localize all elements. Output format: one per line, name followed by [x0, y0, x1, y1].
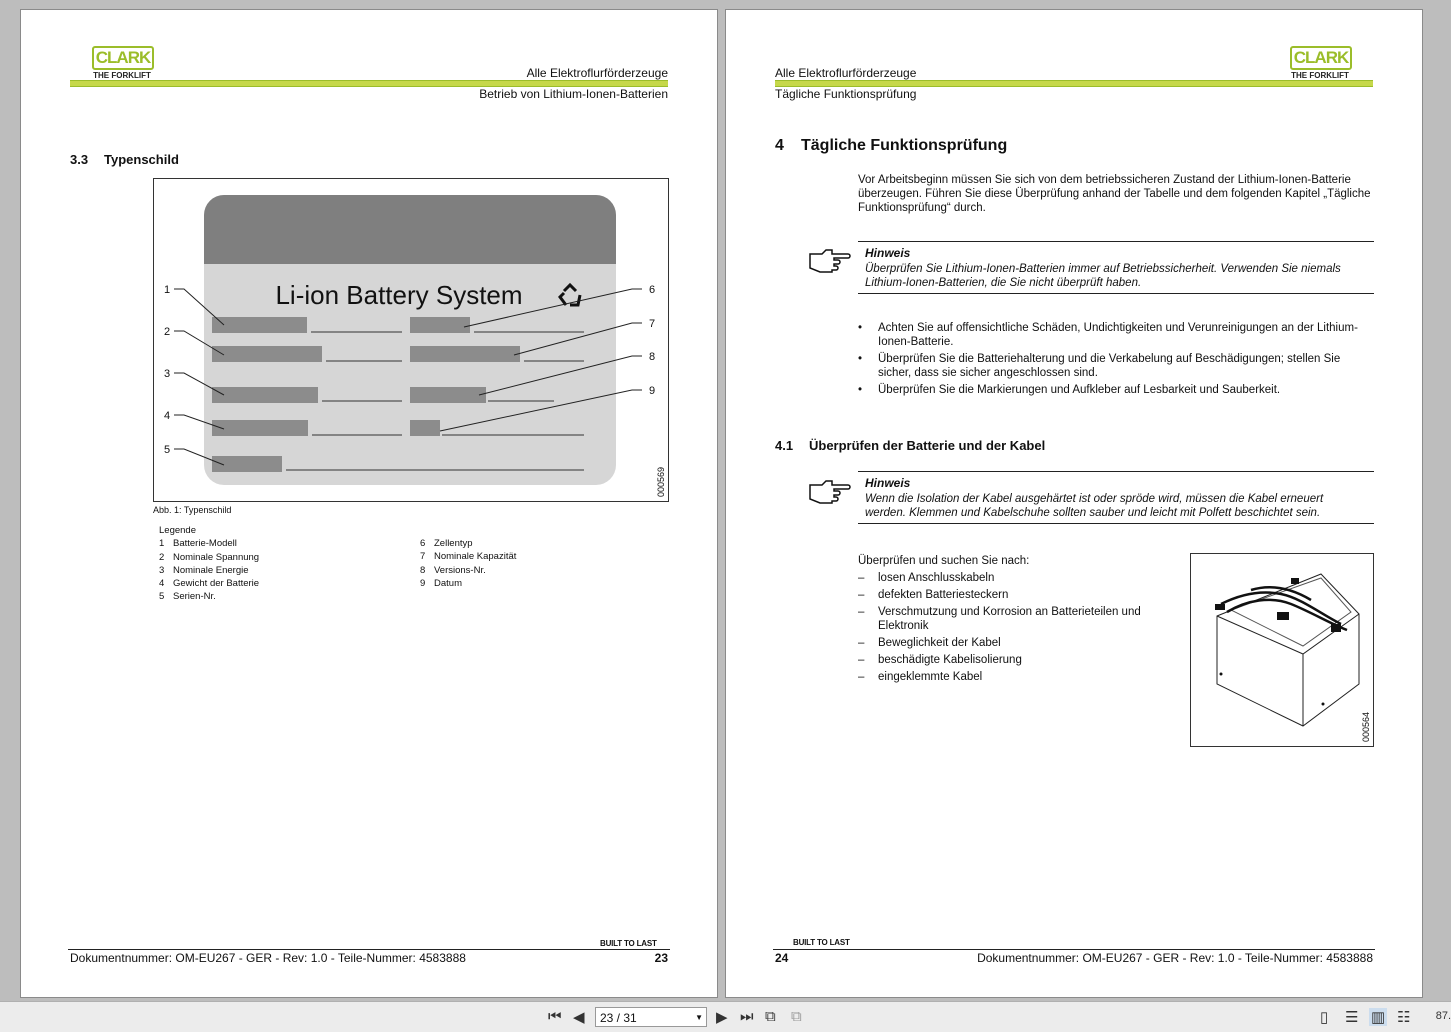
header-rule — [775, 80, 1373, 87]
footer-rule — [68, 949, 670, 950]
check-intro: Überprüfen und suchen Sie nach: — [858, 555, 1030, 567]
list-item — [858, 352, 1374, 380]
legend-label: Nominale Spannung — [173, 551, 260, 563]
chapter-title: Tägliche Funktionsprüfung — [801, 137, 1008, 154]
legend-item — [420, 537, 516, 550]
bullet-text: Achten Sie auf offensichtliche Schäden, Undichtigkeiten und Verunreinigungen an der Lithium-Ionen-Batterie. — [878, 322, 1358, 348]
legend-num: 1 — [159, 538, 165, 550]
callout-4: 4 — [164, 410, 171, 422]
header-line2: Tägliche Funktionsprüfung — [775, 87, 917, 101]
next-page-icon[interactable]: ▶ — [716, 1009, 728, 1026]
section-number: 4.1 — [775, 438, 794, 453]
dash-mark: – — [858, 572, 865, 584]
page-number: 24 — [775, 951, 789, 965]
header-line2: Betrieb von Lithium-Ionen-Batterien — [479, 87, 668, 101]
page-selector[interactable] — [595, 1007, 707, 1027]
header-line1: Alle Elektroflurförderzeuge — [775, 66, 917, 80]
footer-doc-number: Dokumentnummer: OM-EU267 - GER - Rev: 1.0 - Teile-Nummer: 4583888 — [70, 951, 466, 965]
legend-label: Datum — [434, 577, 462, 589]
continuous-facing-view-icon[interactable]: ☷ — [1397, 1009, 1411, 1026]
single-page-view-icon[interactable]: ▯ — [1320, 1009, 1329, 1026]
continuous-view-icon[interactable]: ☰ — [1345, 1009, 1359, 1026]
legend-num: 2 — [159, 551, 165, 563]
list-item — [858, 636, 1158, 650]
legend-num: 8 — [420, 564, 426, 576]
figure-caption: Abb. 1: Typenschild — [153, 505, 232, 515]
legend-item — [159, 577, 259, 590]
chapter-number: 4 — [775, 137, 784, 154]
section-title: Typenschild — [104, 152, 179, 167]
go-back-view-icon[interactable]: ⧉ — [765, 1008, 776, 1025]
legend-item — [420, 564, 516, 577]
logo-tagline: THE FORKLIFT — [1291, 71, 1349, 80]
footer-doc-number: Dokumentnummer: OM-EU267 - GER - Rev: 1.0 - Teile-Nummer: 4583888 — [977, 951, 1373, 965]
pointing-hand-icon — [808, 248, 852, 274]
legend-num: 6 — [420, 538, 426, 549]
dash-mark: – — [858, 606, 865, 618]
callout-9: 9 — [649, 385, 656, 397]
list-item — [858, 321, 1374, 349]
note2-text: Wenn die Isolation der Kabel ausgehärtet ist oder spröde wird, müssen die Kabel erneuert werden. Klemmen und Kabelschuhe sollten sauber und leicht mit Polfett beschichtet sein. — [865, 493, 1324, 519]
logo-brand: CLARK — [92, 46, 154, 70]
pointing-hand-icon — [808, 479, 852, 505]
callout-8: 8 — [649, 351, 656, 363]
callout-2: 2 — [164, 326, 171, 338]
chevron-down-icon: ▼ — [695, 1013, 703, 1022]
legend-title: Legende — [159, 525, 196, 536]
section-number: 3.3 — [70, 152, 89, 167]
legend-label: Nominale Kapazität — [434, 551, 517, 563]
figure-id: 000569 — [656, 466, 666, 497]
last-page-icon[interactable]: ⏭ — [740, 1008, 754, 1025]
page-number: 23 — [654, 951, 668, 965]
plate-title: Li-ion Battery System — [275, 280, 523, 310]
legend-num: 7 — [420, 551, 426, 563]
legend-item — [420, 550, 516, 563]
dash-mark: – — [858, 654, 865, 666]
logo-brand: CLARK — [1290, 46, 1352, 70]
callout-7: 7 — [649, 318, 656, 330]
navigation-toolbar — [0, 1001, 1451, 1032]
legend-item — [159, 564, 259, 577]
type-plate-illustration — [154, 179, 668, 501]
battery-figure — [1190, 553, 1374, 747]
legend-item — [420, 577, 516, 590]
legend — [159, 524, 259, 604]
page-indicator: 23 / 31 — [600, 1011, 637, 1025]
list-item — [858, 383, 1374, 397]
bullet-text: Überprüfen Sie die Batteriehalterung und die Verkabelung auf Beschädigungen; stellen Sie sicher, dass sie sicher angeschlossen sind. — [878, 353, 1341, 379]
check-text: Beweglichkeit der Kabel — [878, 637, 1001, 649]
zoom-level[interactable]: 87. — [1435, 1010, 1451, 1022]
legend-right — [420, 537, 516, 590]
legend-label: Versions-Nr. — [434, 564, 486, 576]
note1-bottom-rule — [858, 293, 1374, 294]
bullet-dot: • — [858, 384, 863, 396]
note2-bottom-rule — [858, 523, 1374, 524]
legend-label: Serien-Nr. — [173, 591, 216, 603]
note2-title: Hinweis — [865, 476, 911, 490]
callout-6: 6 — [649, 284, 656, 296]
check-text: Verschmutzung und Korrosion an Batterieteilen und Elektronik — [878, 606, 1141, 632]
plate-header — [204, 195, 616, 264]
legend-label: Gewicht der Batterie — [173, 578, 260, 590]
check-text: eingeklemmte Kabel — [878, 671, 983, 683]
note2-top-rule — [858, 471, 1374, 472]
callout-3: 3 — [164, 368, 171, 380]
page-23 — [20, 9, 718, 998]
facing-pages-view-icon[interactable]: ▥ — [1371, 1009, 1386, 1026]
legend-item — [159, 551, 259, 564]
type-plate-figure — [153, 178, 669, 502]
callout-1: 1 — [164, 284, 171, 296]
bullet-text: Überprüfen Sie die Markierungen und Aufkleber auf Lesbarkeit und Sauberkeit. — [878, 384, 1281, 396]
legend-label: Zellentyp — [434, 538, 473, 549]
battery-illustration — [1191, 554, 1373, 746]
clark-logo — [92, 46, 152, 80]
note1-text: Überprüfen Sie Lithium-Ionen-Batterien immer auf Betriebssicherheit. Verwenden Sie niemals Lithium-Ionen-Batterien, die Sie nicht überprüft haben. — [865, 263, 1341, 289]
legend-num: 9 — [420, 577, 426, 589]
clark-logo — [1290, 46, 1350, 80]
note1-title: Hinweis — [865, 246, 911, 260]
page-24 — [725, 9, 1423, 998]
bullet-dot: • — [858, 322, 863, 334]
dash-mark: – — [858, 637, 865, 649]
logo-tagline: THE FORKLIFT — [93, 71, 151, 80]
legend-left — [159, 537, 259, 603]
first-page-icon[interactable]: ⏮ — [548, 1008, 562, 1025]
callout-5: 5 — [164, 444, 171, 456]
intro-paragraph: Vor Arbeitsbeginn müssen Sie sich von dem betriebssicheren Zustand der Lithium-Ionen-Batterie überzeugen. Führen Sie diese Überprüfung anhand der Tabelle und dem folgenden Kapitel „Tägliche Funktionsprüfung“ durch. — [858, 174, 1371, 214]
legend-num: 3 — [159, 564, 165, 576]
list-item — [858, 588, 1158, 602]
built-to-last: BUILT TO LAST — [793, 938, 850, 947]
legend-item — [159, 537, 259, 550]
check-text: defekten Batteriesteckern — [878, 589, 1009, 601]
built-to-last: BUILT TO LAST — [600, 939, 657, 948]
previous-page-icon[interactable]: ◀ — [573, 1009, 585, 1026]
legend-num: 5 — [159, 591, 165, 603]
legend-item — [159, 590, 259, 603]
bullet-list — [858, 321, 1374, 400]
check-text: beschädigte Kabelisolierung — [878, 654, 1022, 666]
bullet-dot: • — [858, 353, 863, 365]
list-item — [858, 571, 1158, 585]
list-item — [858, 670, 1158, 684]
legend-label: Nominale Energie — [173, 564, 249, 576]
section-title: Überprüfen der Batterie und der Kabel — [809, 438, 1046, 453]
note1-top-rule — [858, 241, 1374, 242]
check-text: losen Anschlusskabeln — [878, 572, 995, 584]
legend-num: 4 — [159, 578, 165, 590]
dash-mark: – — [858, 589, 865, 601]
footer-rule — [773, 949, 1375, 950]
list-item — [858, 605, 1158, 633]
list-item — [858, 653, 1158, 667]
header-rule — [70, 80, 668, 87]
dash-mark: – — [858, 671, 865, 683]
go-forward-view-icon[interactable]: ⧉ — [791, 1008, 802, 1025]
legend-label: Batterie-Modell — [173, 538, 237, 550]
header-line1: Alle Elektroflurförderzeuge — [526, 66, 668, 80]
figure-id: 000564 — [1361, 711, 1371, 742]
check-list — [858, 571, 1158, 687]
